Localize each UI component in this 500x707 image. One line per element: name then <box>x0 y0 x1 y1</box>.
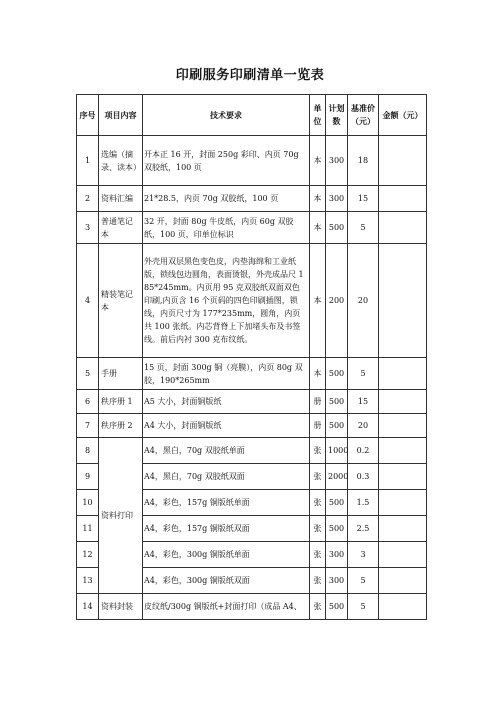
row-qty: 300 <box>326 568 348 594</box>
row-spec: 32 开，封面 80g 牛皮纸，内页 60g 双胶纸，100 页，印单位标识 <box>143 212 310 244</box>
header-price: 基准价（元） <box>348 95 379 136</box>
row-seq: 2 <box>77 186 99 212</box>
row-seq: 4 <box>77 244 99 358</box>
row-qty: 500 <box>326 212 348 244</box>
row-unit: 张 <box>310 542 326 568</box>
row-spec: 21*28.5，内页 70g 双胶纸，100 页 <box>143 186 310 212</box>
row-qty: 300 <box>326 186 348 212</box>
row-seq: 10 <box>77 490 99 516</box>
row-seq: 13 <box>77 568 99 594</box>
row-amount <box>379 490 427 516</box>
row-price: 5 <box>348 568 379 594</box>
table-row <box>77 390 427 414</box>
row-seq: 9 <box>77 464 99 490</box>
row-amount <box>379 414 427 438</box>
row-item: 精装笔记本 <box>99 244 143 358</box>
row-price: 20 <box>348 244 379 358</box>
row-qty: 300 <box>326 542 348 568</box>
header-qty: 计划数 <box>326 95 348 136</box>
row-seq: 5 <box>77 358 99 390</box>
row-amount <box>379 542 427 568</box>
row-unit: 张 <box>310 438 326 464</box>
row-spec: 皮纹纸/300g 铜版纸+封面打印（成品 A4、 <box>143 594 310 620</box>
print-list-table <box>76 94 427 620</box>
row-item: 选编（摘录、读本） <box>99 136 143 186</box>
row-qty: 500 <box>326 390 348 414</box>
row-unit: 张 <box>310 594 326 620</box>
row-qty: 500 <box>326 516 348 542</box>
row-price: 5 <box>348 358 379 390</box>
row-spec: A4，彩色，157g 铜版纸双面 <box>143 516 310 542</box>
row-qty: 1000 <box>326 438 348 464</box>
row-seq: 6 <box>77 390 99 414</box>
table-row <box>77 244 427 358</box>
row-price: 15 <box>348 186 379 212</box>
row-amount <box>379 516 427 542</box>
row-seq: 14 <box>77 594 99 620</box>
table-row <box>77 358 427 390</box>
row-price: 3 <box>348 542 379 568</box>
row-unit: 张 <box>310 490 326 516</box>
table-row <box>77 136 427 186</box>
row-item-merged: 资料打印 <box>99 438 143 594</box>
row-item: 秩序册 2 <box>99 414 143 438</box>
row-amount <box>379 594 427 620</box>
row-unit: 本 <box>310 244 326 358</box>
row-spec: 15 页，封面 300g 铜（亮膜），内页 80g 双胶，190*265mm <box>143 358 310 390</box>
row-price: 0.3 <box>348 464 379 490</box>
row-spec: 外壳用双层黑色变色皮，内垫海绵和工业纸版，锁线包边圆角，表面烫银，外壳成品尺 185*245mm。内页用 95 克双胶纸双面双色印刷,内页含 16 个页码的四色印刷插图，锁线，内页尺寸为 177*235mm，圆角，内页共 100 张纸。内芯背脊上下加堵头布及书签线。前后内衬 300 克布纹纸。 <box>143 244 310 358</box>
table-row <box>77 414 427 438</box>
row-amount <box>379 358 427 390</box>
row-price: 5 <box>348 212 379 244</box>
row-spec: A4，黑白，70g 双胶纸单面 <box>143 438 310 464</box>
header-amount: 金额（元） <box>379 95 427 136</box>
row-qty: 500 <box>326 594 348 620</box>
row-item: 普通笔记本 <box>99 212 143 244</box>
row-amount <box>379 438 427 464</box>
row-item: 手册 <box>99 358 143 390</box>
row-seq: 3 <box>77 212 99 244</box>
row-spec: 开本正 16 开，封面 250g 彩印、内页 70g 双胶纸，100 页 <box>143 136 310 186</box>
row-price: 18 <box>348 136 379 186</box>
row-item: 资料封装 <box>99 594 143 620</box>
row-spec: A4，彩色，300g 铜版纸单面 <box>143 542 310 568</box>
row-unit: 张 <box>310 516 326 542</box>
row-qty: 2000 <box>326 464 348 490</box>
row-spec: A4，彩色，300g 铜版纸双面 <box>143 568 310 594</box>
row-unit: 本 <box>310 136 326 186</box>
table-header-row <box>77 95 427 136</box>
row-spec: A4，彩色，157g 铜版纸单面 <box>143 490 310 516</box>
header-seq: 序号 <box>77 95 99 136</box>
row-amount <box>379 568 427 594</box>
row-unit: 张 <box>310 464 326 490</box>
row-seq: 8 <box>77 438 99 464</box>
table-row <box>77 594 427 620</box>
row-seq: 12 <box>77 542 99 568</box>
row-amount <box>379 244 427 358</box>
row-price: 0.2 <box>348 438 379 464</box>
row-price: 20 <box>348 414 379 438</box>
row-spec: A4 大小，封面铜版纸 <box>143 414 310 438</box>
row-unit: 本 <box>310 212 326 244</box>
row-seq: 11 <box>77 516 99 542</box>
row-spec: A5 大小，封面铜版纸 <box>143 390 310 414</box>
table-row <box>77 438 427 464</box>
row-seq: 7 <box>77 414 99 438</box>
row-item: 秩序册 1 <box>99 390 143 414</box>
header-item: 项目内容 <box>99 95 143 136</box>
row-unit: 册 <box>310 390 326 414</box>
header-unit: 单位 <box>310 95 326 136</box>
row-unit: 本 <box>310 186 326 212</box>
row-amount <box>379 212 427 244</box>
row-qty: 500 <box>326 358 348 390</box>
header-spec: 技术要求 <box>143 95 310 136</box>
row-amount <box>379 186 427 212</box>
row-amount <box>379 136 427 186</box>
row-price: 2.5 <box>348 516 379 542</box>
row-qty: 500 <box>326 490 348 516</box>
row-unit: 本 <box>310 358 326 390</box>
row-qty: 500 <box>326 414 348 438</box>
row-unit: 册 <box>310 414 326 438</box>
table-row <box>77 186 427 212</box>
row-price: 1.5 <box>348 490 379 516</box>
page-title: 印刷服务印刷清单一览表 <box>175 68 325 83</box>
row-seq: 1 <box>77 136 99 186</box>
row-spec: A4，黑白，70g 双胶纸双面 <box>143 464 310 490</box>
row-unit: 张 <box>310 568 326 594</box>
row-amount <box>379 464 427 490</box>
row-amount <box>379 390 427 414</box>
row-item: 资料汇编 <box>99 186 143 212</box>
table-row <box>77 212 427 244</box>
row-qty: 200 <box>326 244 348 358</box>
row-qty: 300 <box>326 136 348 186</box>
row-price: 5 <box>348 594 379 620</box>
row-price: 15 <box>348 390 379 414</box>
